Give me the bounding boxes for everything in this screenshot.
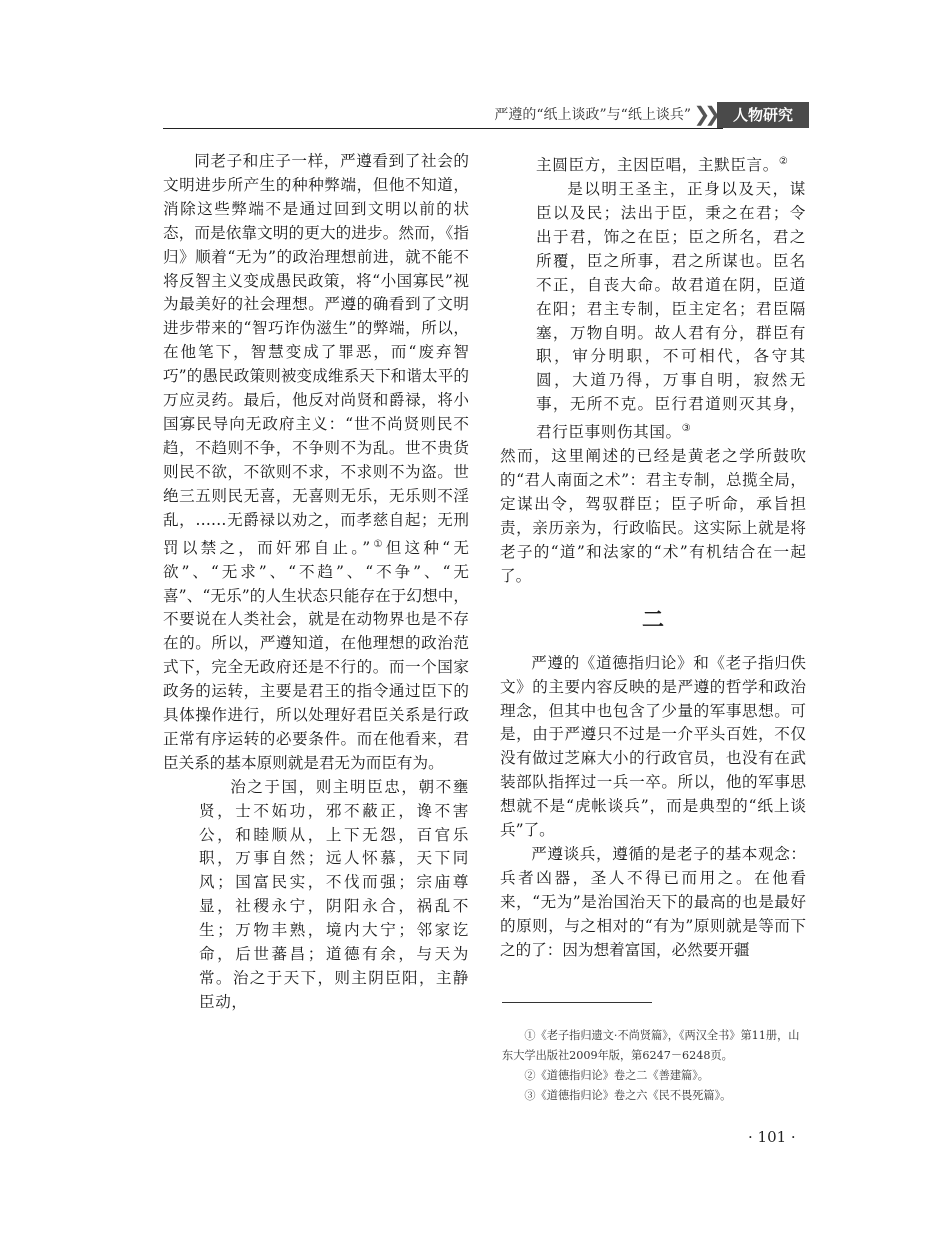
body-text: 同老子和庄子一样，严遵看到了社会的文明进步所产生的种种弊端，但他不知道，消除这些弊端不是通过回到文明以前的状态，而是依靠文明的更大的进步。然而，《指归》顺着“无为”的政治理想前进，就不能不将反智主义变成愚民政策，将“小国寡民”视为最美好的社会理想。严遵的确看到了文明进步带来的“智巧诈伪滋生”的弊端，所以，在他笔下，智慧变成了罪恶，而“废弃智巧”的愚民政策则被变成维系天下和谐太平的万应灵药。最后，他反对尚贤和爵禄，将小国寡民导向无政府主义：“世不尚贤则民不趋，不趋则不争，不争则不为乱。世不贵货则民不欲，不欲则不求，不求则不为盗。世绝三五则民无喜，无喜则无乐，无乐则不淫乱，……无爵禄以劝之，而孝慈自起；无刑罚以禁之，而奸邪自止。” [163,152,469,557]
footnote-rule [502,1002,652,1003]
section-number: 二 [641,606,664,633]
block-quote-continued [500,150,806,178]
quote-text: 主圆臣方，主因臣唱，主默臣言。 [536,156,779,175]
header-rule [163,128,723,129]
footnote: ①《老子指归遗文·不尚贤篇》，《两汉全书》第11册，山东大学出版社2009年版，第6247－6248页。 [502,1029,800,1062]
body-paragraph [163,150,469,776]
quote-text: 是以明王圣主，正身以及天，谋臣以及民；法出于臣，秉之在君；令出于君，饰之在臣；臣之所名，君之所覆，臣之所事，君之所谋也。臣名不正，自丧大命。故君道在阴，臣道在阳；君主专制，臣主定名；君臣隔塞，万物自明。故人君有分，群臣有职，审分明职，不可相代，各守其圆，大道乃得，万事自明，寂然无事，无所不克。臣行君道则灭其身，君行臣事则伤其国。 [536,180,806,442]
chevron-icon: ❯❯ [693,102,715,126]
body-paragraph: 然而，这里阐述的已经是黄老之学所鼓吹的“君人南面之术”：君主专制，总揽全局，定谋出令，驾驭群臣；臣子听命，承旨担责，亲历亲为，行政临民。这实际上就是将老子的“道”和法家的“术”有机结合在一起了。 [500,447,806,585]
running-header [163,100,809,132]
footnote: ②《道德指归论》卷之二《善建篇》。 [524,1069,709,1082]
right-column [500,150,806,962]
block-quote [500,178,806,445]
footnote: ③《道德指归论》卷之六《民不畏死篇》。 [524,1089,732,1102]
footnote-ref: ② [778,156,789,167]
body-text: 但这种“无欲”、“无求”、“不趋”、“不争”、“无喜”、“无乐”的人生状态只能存在于幻想中，不要说在人类社会，就是在动物界也是不存在的。所以，严遵知道，在他理想的政治范式下，完全无政府还是不行的。而一个国家政务的运转，主要是君王的指令通过臣下的具体操作进行，所以处理好君臣关系是行政正常有序运转的必要条件。而在他看来，君臣关系的基本原则就是君无为而臣有为。 [163,538,469,772]
footnotes [502,1026,808,1106]
running-title: 严遵的“纸上谈政”与“纸上谈兵” [494,107,691,123]
left-column [163,150,469,1015]
body-paragraph: 严遵的《道德指归论》和《老子指归佚文》的主要内容反映的是严遵的哲学和政治理念，但其中也包含了少量的军事思想。可是，由于严遵只不过是一介平头百姓，不仅没有做过芝麻大小的行政官员，也没有在武装部队指挥过一兵一卒。所以，他的军事思想就不是“虎帐谈兵”，而是典型的“纸上谈兵”了。 [500,653,806,840]
footnote-ref: ③ [681,423,692,435]
footnote-ref: ① [370,538,386,550]
block-quote: 治之于国，则主明臣忠，朝不壅贤，士不妬功，邪不蔽正，谗不害公，和睦顺从，上下无怨，百官乐职，万事自然；远人怀慕，天下同风；国富民实，不伐而强；宗庙尊显，社稷永宁，阴阳永合，祸乱不生；万物丰熟，境内大宁；邻家讫命，后世蕃昌；道德有余，与天为常。治之于天下，则主阴臣阳，主静臣动， [199,777,469,1011]
body-paragraph: 严遵谈兵，遵循的是老子的基本观念：兵者凶器，圣人不得已而用之。在他看来，“无为”是治国治天下的最高的也是最好的原则，与之相对的“有为”原则就是等而下之的了：因为想着富国，必然要开疆 [500,844,806,959]
page-number: · 101 · [748,1128,796,1146]
section-label: 人物研究 [717,102,809,128]
